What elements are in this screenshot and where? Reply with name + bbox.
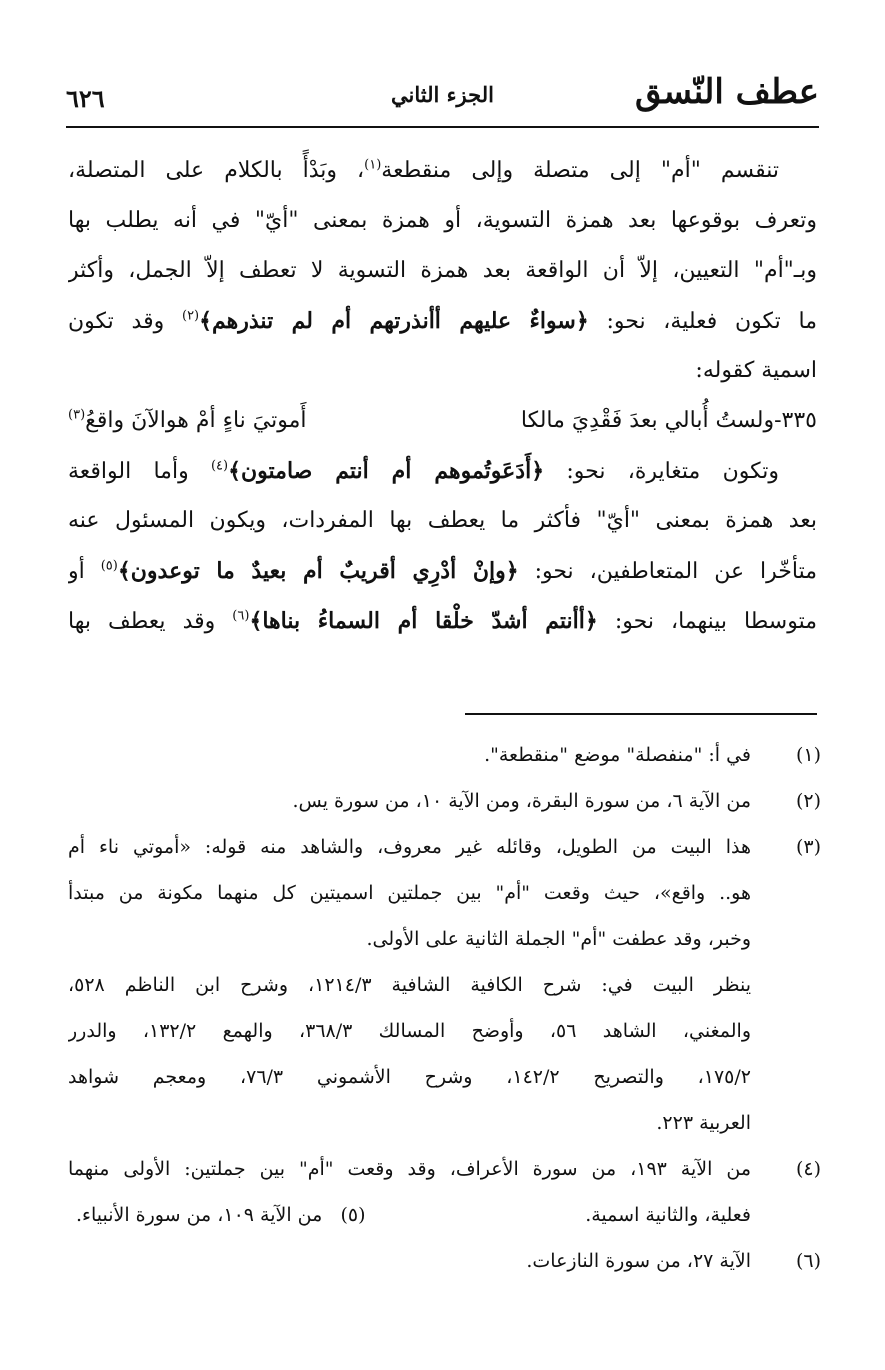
- footnote-number: (٦): [795, 1250, 821, 1272]
- header-rule: [66, 126, 819, 128]
- page-number: ٦٢٦: [66, 84, 105, 113]
- part-label: الجزء الثاني: [391, 82, 494, 107]
- footnote-ref-4: (٤): [210, 458, 229, 474]
- footnote-number: (٣): [795, 836, 821, 858]
- footnote-6: (٦) الآية ٢٧، من سورة النازعات.: [68, 1238, 821, 1284]
- text-line-5: اسمية كقوله:: [695, 358, 817, 383]
- footnote-ref-1: (١): [364, 157, 382, 173]
- footnote-5: (٥) من الآية ١٠٩، من سورة الأنبياء.: [76, 1204, 366, 1226]
- footnote-3: (٣) هذا البيت من الطويل، وقائله غير معروف، والشاهد منه قوله: «أموتي ناء أم هو.. واقع»، حيث وقعت "أم" بين جملتين اسميتين كل منهما مكونة من مبتدأ وخبر، وقد عطفت "أم" الجملة الثانية على الأولى. ينظر البيت في: شرح الكافية الشافية ١٢١٤/٣، وشرح ابن الناظم ٥٢٨، والمغني، الشاهد ٥٦، وأوضح المسالك ٣٦٨/٣، والهمع ١٣٢/٢، والدرر ١٧٥/٢، والتصريح ١٤٢/٢، وشرح الأشموني ٧٦/٣، ومعجم شواهد العربية ٢٢٣.: [68, 824, 821, 1146]
- footnote-number: (٤): [795, 1158, 821, 1180]
- chapter-title: عطف النّسق: [635, 72, 819, 112]
- text-line-1: تنقسم "أم" إلى متصلة وإلى منقطعة$^{(١)}$، وبَدْأً بالكلام على المتصلة،: [68, 157, 779, 183]
- footnote-2: (٢) من الآية ٦، من سورة البقرة، ومن الآية ١٠، من سورة يس.: [68, 778, 821, 824]
- footnote-4-end: فعلية، والثانية اسمية.: [585, 1204, 751, 1226]
- verse-first-hemistich: ٣٣٥-ولستُ أُبالي بعدَ فَقْدِيَ مالكا: [520, 408, 817, 433]
- text-line-9: متأخّرا عن المتعاطفين، نحو: ﴿وإنْ أدْرِي أقريبٌ أم بعيدٌ ما توعدون﴾$^{(٥)}$ أو: [68, 558, 817, 584]
- page-header: [66, 72, 819, 120]
- footnote-ref-2: (٢): [181, 308, 200, 324]
- quran-quote: ﴿أأنتم أشدّ خلْقا أم السماءُ بناها﴾: [249, 608, 598, 634]
- text-line-10: متوسطا بينهما، نحو: ﴿أأنتم أشدّ خلْقا أم السماءُ بناها﴾$^{(٦)}$ وقد يعطف بها: [68, 608, 817, 634]
- footnote-separator: [465, 713, 817, 715]
- footnote-1: (١) في أ: "منفصلة" موضع "منقطعة".: [68, 732, 821, 778]
- footnote-ref-6: (٦): [232, 608, 250, 624]
- quran-quote: ﴿أَدَعَوتُموهم أم أنتم صامتون﴾: [228, 458, 545, 484]
- verse-number: ٣٣٥-: [774, 408, 817, 433]
- main-text: [68, 146, 817, 646]
- text-line-3: وبـ"أم" التعيين، إلاّ أن الواقعة بعد همزة التسوية لا تعطف إلاّ الجمل، وأكثر: [68, 258, 817, 283]
- poetry-verse: [68, 396, 817, 446]
- footnote-number: (١): [795, 744, 821, 766]
- footnote-ref-5: (٥): [100, 558, 118, 574]
- footnote-number: (٥): [340, 1204, 366, 1226]
- verse-second-hemistich: أَموتيَ ناءٍ أمْ هوالآنَ واقعُ$^{(٣)}$: [68, 407, 307, 433]
- footnote-number: (٢): [795, 790, 821, 812]
- text-line-4: ما تكون فعلية، نحو: ﴿سواءٌ عليهم أأنذرتهم أم لم تنذرهم﴾$^{(٢)}$ وقد تكون: [68, 308, 817, 334]
- text-line-8: بعد همزة بمعنى "أيّ" فأكثر ما يعطف بها المفردات، ويكون المسئول عنه: [68, 508, 817, 533]
- footnote-ref-3: (٣): [68, 407, 86, 423]
- text-line-7: وتكون متغايرة، نحو: ﴿أَدَعَوتُموهم أم أنتم صامتون﴾$^{(٤)}$ وأما الواقعة: [68, 458, 780, 484]
- footnote-4: (٤) من الآية ١٩٣، من سورة الأعراف، وقد وقعت "أم" بين جملتين: الأولى منهما فعلية، والثانية اسمية. (٥) من الآية ١٠٩، من سورة الأنبياء.: [68, 1146, 821, 1238]
- quran-quote: ﴿وإنْ أدْرِي أقريبٌ أم بعيدٌ ما توعدون﴾: [117, 558, 519, 584]
- footnotes: [68, 732, 821, 1284]
- text-line-2: وتعرف بوقوعها بعد همزة التسوية، أو همزة بمعنى "أيّ" في أنه يطلب بها: [68, 208, 817, 233]
- quran-quote: ﴿سواءٌ عليهم أأنذرتهم أم لم تنذرهم﴾: [199, 308, 589, 334]
